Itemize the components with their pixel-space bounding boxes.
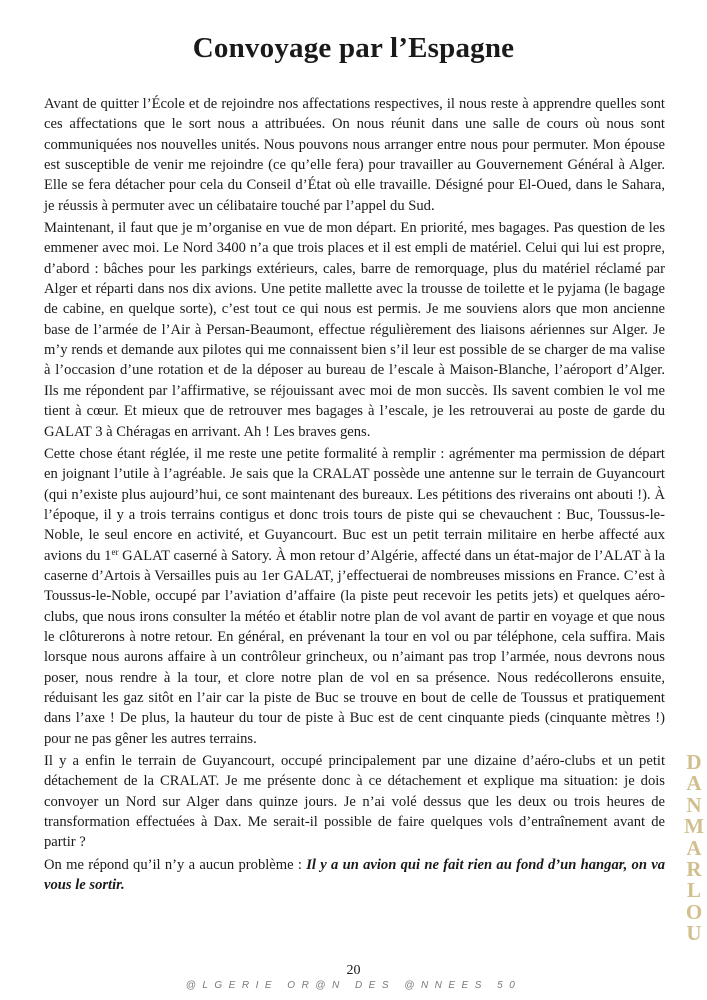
paragraph-1: Avant de quitter l’École et de rejoindre nos affectations respectives, il nous reste à apprendre quelles sont ces affectations que le sort nous a attribuées. On nous réunit dans une salle de cours où nous sont communiquées nos nouvelles unités. Nous pouvons nous arranger entre nous pour permuter. Mon épouse est susceptible de venir me rejoindre (ce qu’elle fera) pour travailler au Gouvernement Général à Alger. Elle se fera détacher pour cela du Conseil d’État où elle travaille. Désigné pour El-Oued, dans le Sahara, je réussis à permuter avec un célibataire touché par l’appel du Sud.: [44, 96, 665, 214]
paragraph-3-part-2: GALAT caserné à Satory. À mon retour d’Algérie, affecté dans un état-major de l’ALAT à la caserne d’Artois à Versailles puis au 1er GALAT, j’effectuerai de nombreuses missions en France. C’est à Toussus-le-Noble, occupé par l’aviation d’affaire (la piste peut recevoir les petits jets) et quelques aéro-clubs, que nous irons consulter la météo et établir notre plan de vol avant de partir en voyage et que nous le clôturerons à notre retour. En général, en prévenant la tour en vol ou par téléphone, cela suffira. Mais lorsque nous aurons affaire à un contrôleur grincheux, ou n’aimant pas trop l’armée, nous devrons nous poser, nous rendre à la tour, et clore notre plan de vol en sa présence. Nous redécollerons ensuite, réduisant les gaz sitôt en l’air car la piste de Buc se trouve en bout de celle de Toussus et pratiquement dans l’axe ! De plus, la hauteur du tour de piste à Buc est de cent cinquante pieds (cinquante mètres !) pour ne pas gêner les autres terrains.: [44, 547, 666, 747]
paragraph-2: Maintenant, il faut que je m’organise en vue de mon départ. En priorité, mes bagages. Pas question de les emmener avec moi. Le Nord 3400 n’a que trois places et il est empli de matériel. Celui qui lui est propre, d’abord : bâches pour les parkings extérieurs, cales, barre de remorquage, plus du matériel réclamé par Alger et réparti dans nos dix avions. Une petite mallette avec la trousse de toilette et le pyjama (le bagage de cabine, en quelque sorte), c’est tout ce qui nous est permis. Je me souviens alors que mon ancienne base de l’armée de l’Air à Persan-Beaumont, effectue régulièrement des liaisons aériennes sur Alger. Je m’y rends et demande aux pilotes qui me connaissent bien s’il leur est possible de se charger de ma valise à l’occasion d’une rotation et de la déposer au bureau de l’escale à Maison-Blanche, l’aéroport d’Alger. Ils me répondent par l’affirmative, se réjouissant avec moi de mon succès. Ils savent combien le vol me tient à cœur. Et mieux que de retrouver mes bagages à l’escale, je les retrouverai au poste de garde du GALAT 3 à Chéragas en arrivant. Ah ! Les braves gens.: [44, 220, 665, 440]
side-letter: U: [686, 921, 702, 946]
side-author-watermark: [682, 752, 706, 945]
side-letter: L: [686, 878, 701, 903]
paragraph-3: [44, 444, 665, 749]
side-letter: R: [686, 857, 702, 882]
side-letter: N: [686, 792, 702, 817]
paragraph-5: [44, 855, 665, 896]
side-letter: M: [684, 814, 704, 839]
paragraph-5-intro: On me répond qu’il n’y a aucun problème :: [44, 856, 307, 873]
side-letter: D: [686, 750, 702, 774]
side-letter: O: [685, 899, 703, 924]
document-body: [44, 94, 665, 897]
side-letter: A: [686, 835, 702, 860]
footer-banner: @LGERIE OR@N DES @NNEES 50: [185, 980, 522, 991]
side-letter: A: [686, 771, 702, 796]
quoted-reply: Il y a un avion qui ne fait rien au fond d’un hangar, on va vous le sortir.: [44, 856, 666, 894]
page-title: Convoyage par l’Espagne: [192, 32, 515, 64]
ordinal-superscript: er: [111, 546, 119, 557]
page-number: 20: [346, 963, 361, 978]
paragraph-3-part-1: Cette chose étant réglée, il me reste une petite formalité à remplir : agrémenter ma permission de départ en joignant l’utile à l’agréable. Je sais que la CRALAT possède une antenne sur le terrain de Guyancourt (qui n’existe plus aujourd’hui, ce sont maintenant des bureaux. Les pétitions des riverains ont abouti !). À l’époque, il y a trois terrains contigus et donc trois tours de piste qui se chevauchent : Buc, Toussus-le-Noble, le seul encore en activité, et Guyancourt. Buc est un petit terrain militaire en herbe affecté aux avions du 1: [44, 445, 665, 564]
paragraph-4: Il y a enfin le terrain de Guyancourt, occupé principalement par une dizaine d’aéro-clubs et un petit détachement de la CRALAT. Je me présente donc à ce détachement et explique ma situation: je dois convoyer un Nord sur Alger dans quinze jours. Je n’ai volé dessus que les deux ou trois heures de transformation effectuées à Dax. Me serait-il possible de faire quelques vols d’entraînement avant de partir ?: [44, 753, 665, 851]
